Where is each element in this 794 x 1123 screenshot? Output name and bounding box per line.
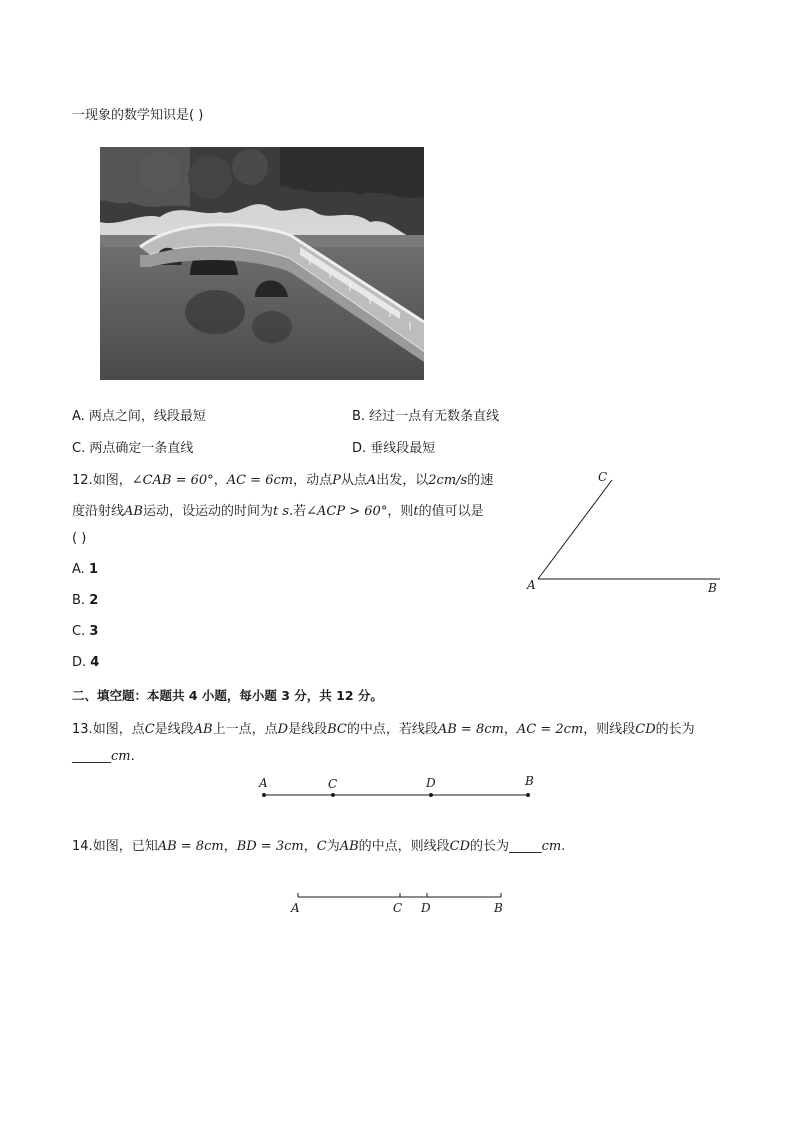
- option-letter: B.: [72, 593, 86, 608]
- q12-number: 12.: [72, 473, 93, 488]
- q12-text: 的速: [467, 473, 494, 488]
- option-value: 1: [88, 562, 98, 577]
- option-letter: C.: [72, 624, 86, 639]
- q12-math: t: [413, 504, 419, 519]
- q14-unit: cm: [541, 839, 562, 854]
- q13-text: 上一点，点: [212, 722, 278, 737]
- q13-math: AB: [193, 722, 213, 737]
- point-a: [262, 793, 266, 797]
- option-value: 2: [89, 593, 99, 608]
- q11-option-a: A. 两点之间，线段最短: [72, 409, 206, 424]
- q12-text: ，则: [387, 504, 414, 519]
- label-d: D: [426, 776, 436, 790]
- q13-unit: cm: [111, 749, 131, 764]
- q13-math: C: [144, 722, 155, 737]
- q13-math: BC: [327, 722, 347, 737]
- q12-line3: ( ): [72, 531, 87, 546]
- answer-blank: _____: [509, 839, 542, 854]
- q14-text: 的长为: [470, 839, 510, 854]
- point-c: [331, 793, 335, 797]
- q13-text: ，则线段: [583, 722, 636, 737]
- q12-option-a: [72, 562, 98, 577]
- q12-text: .若: [289, 504, 307, 519]
- q11-stem: 一现象的数学知识是( ): [72, 108, 204, 123]
- q12-math: ∠CAB = 60°: [131, 473, 214, 488]
- q12-text: 如图，: [92, 473, 132, 488]
- q14-text: .: [561, 839, 566, 854]
- q12-text: ，动点: [293, 473, 333, 488]
- label-c: C: [393, 901, 403, 915]
- q13-line1: [72, 718, 695, 737]
- option-value: 3: [89, 624, 99, 639]
- section2-heading: 二、填空题：本题共 4 小题，每小题 3 分，共 12 分。: [72, 688, 383, 703]
- q14-math: AB = 8cm: [157, 839, 224, 854]
- option-letter: D.: [72, 655, 87, 670]
- label-b: B: [494, 901, 503, 915]
- q13-text: ，: [503, 722, 517, 737]
- option-value: 4: [90, 655, 100, 670]
- q12-math: A: [366, 473, 377, 488]
- q14-text: 如图，已知: [92, 839, 158, 854]
- q14-math: CD: [449, 839, 471, 854]
- q13-math: AB = 8cm: [437, 722, 504, 737]
- q11-option-d: D. 垂线段最短: [352, 441, 436, 456]
- q12-option-c: [72, 624, 98, 639]
- q14-number: 14.: [72, 839, 93, 854]
- label-c: C: [598, 470, 608, 484]
- q13-text: 的长为: [655, 722, 695, 737]
- bridge-photo: [100, 147, 424, 380]
- label-b: B: [708, 581, 717, 595]
- q13-math: D: [277, 722, 289, 737]
- q13-line2: [72, 749, 135, 764]
- point-d: [429, 793, 433, 797]
- label-a: A: [291, 901, 300, 915]
- q14-line1: [72, 835, 565, 854]
- label-a: A: [259, 776, 268, 790]
- q12-option-b: [72, 593, 98, 608]
- q12-text: 的值可以是: [418, 504, 484, 519]
- q14-text: 的中点，则线段: [358, 839, 450, 854]
- option-letter: A.: [72, 562, 85, 577]
- q12-angle-figure: [520, 465, 730, 600]
- q13-text: 如图，点: [92, 722, 145, 737]
- q12-math: ∠ACP > 60°: [306, 504, 388, 519]
- q12-line2: [72, 500, 484, 519]
- q14-text: ，: [303, 839, 317, 854]
- q12-math: AC = 6cm: [226, 473, 294, 488]
- q13-text: 是线段: [154, 722, 194, 737]
- q14-math: BD = 3cm: [236, 839, 304, 854]
- q12-math: t s: [272, 504, 290, 519]
- q12-math: AB: [124, 504, 143, 519]
- ray-ac: [538, 480, 612, 579]
- label-d: D: [421, 901, 431, 915]
- q13-math: AC = 2cm: [516, 722, 584, 737]
- q14-text: 为: [326, 839, 340, 854]
- q13-text: 是线段: [288, 722, 328, 737]
- q12-math: P: [332, 473, 341, 488]
- q11-option-b: B. 经过一点有无数条直线: [352, 409, 500, 424]
- q13-number: 13.: [72, 722, 93, 737]
- q13-text: 的中点，若线段: [346, 722, 438, 737]
- q14-text: ，: [223, 839, 237, 854]
- q13-math: CD: [635, 722, 656, 737]
- q14-math: C: [316, 839, 327, 854]
- q13-text: .: [130, 749, 135, 764]
- q14-segment-figure: [285, 885, 515, 920]
- q12-math: 2cm/s: [428, 473, 468, 488]
- label-a: A: [527, 578, 536, 592]
- q12-text: ，: [213, 473, 227, 488]
- point-b: [526, 793, 530, 797]
- q12-line1: [72, 469, 493, 488]
- q12-text: 度沿射线: [72, 504, 125, 519]
- q12-text: 运动，设运动的时间为: [142, 504, 273, 519]
- label-c: C: [328, 777, 338, 791]
- label-b: B: [525, 774, 534, 788]
- q14-math: AB: [339, 839, 359, 854]
- q12-text: 出发，以: [376, 473, 429, 488]
- answer-blank: ______: [72, 749, 111, 764]
- q12-option-d: [72, 655, 99, 670]
- q11-option-c: C. 两点确定一条直线: [72, 441, 194, 456]
- q13-segment-figure: [250, 770, 550, 805]
- q12-text: 从点: [340, 473, 367, 488]
